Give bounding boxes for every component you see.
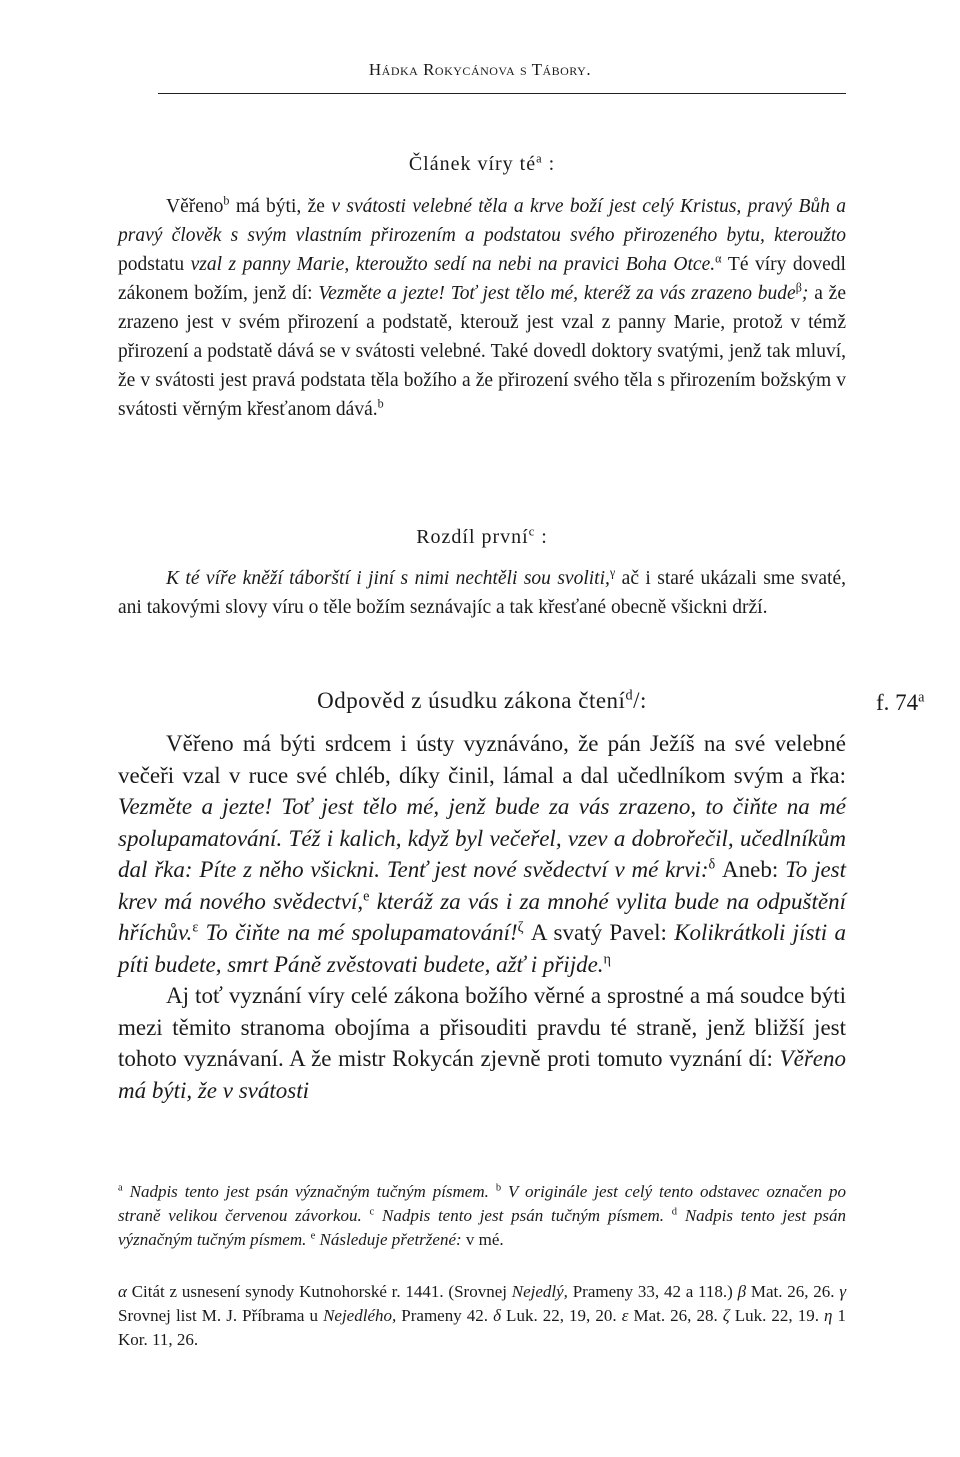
footnote-text: Luk. 22, 19, 20. [501,1306,617,1325]
footnote-mark: b [223,193,230,208]
footnote-mark: d [671,1206,678,1218]
footnote-mark: b [495,1182,502,1194]
footnotes-greek [118,1280,846,1352]
text: Té víry dovedl zákonem božím, jenž dí: [118,254,846,304]
footnote-mark: α [715,251,722,266]
footnote-mark: a [536,151,543,166]
text: má býti, že [229,196,332,217]
footnote-text: Nejedlý, [511,1282,568,1301]
text: Aneb: [715,857,786,882]
footnote-text: Citát z usnesení synody Kutnohorské r. 1441. (Srovnej [126,1282,512,1301]
footnote-text: Nadpis tento jest psán význačným tučným písmem. [122,1182,489,1201]
heading-text: Rozdíl první [416,526,529,548]
footnote-mark: η [824,1306,833,1325]
footnote-text: V originále jest celý tento odstavec označen po straně velikou červenou závorkou. [118,1182,846,1225]
text: Věřeno má býti srdcem i ústy vyznáváno, že pán Ježíš na své velebné večeři vzal v ruce své chléb, díky činil, lámal a dal učedlníkom svým a řka: [118,731,846,788]
footnote-text: Prameny 42. [396,1306,489,1325]
footnote-text: Následuje přetržené: [315,1230,462,1249]
italic-text: kteráž za vás i za mnohé vylita bude na odpuštění hříchův. [118,888,846,945]
footnote-mark: c [369,1206,375,1218]
footnote-mark: β [737,1282,747,1301]
folio-margin-note [876,690,925,716]
heading-text: Článek víry té [408,153,537,175]
heading-text: Odpověd z úsudku zákona čtení [317,688,626,713]
heading-colon: : [542,153,556,175]
footnote-mark: d [625,687,634,704]
paragraph-clanek [118,192,846,424]
section-heading-odpoved [118,688,846,714]
footnote-mark: δ [708,856,716,873]
italic-text: To jest krev má nového svědectví, [118,857,847,914]
italic-text: K té víře kněží táborští i jiní s nimi nechtěli sou svoliti, [166,568,610,589]
footnote-mark: δ [493,1306,501,1325]
footnote-text: Nadpis tento jest psán význačným tučným písmem. [118,1206,847,1249]
footnote-mark: e [363,887,370,904]
footnote-text: Nejedlého, [323,1306,397,1325]
section-heading-rozdil [118,526,846,549]
text: ač i staré ukázali sme svaté, ani takovými slovy víru o těle božím seznávajíc a tak křesťané obecně všickni drží. [118,568,846,618]
text: Aj toť vyznání víry celé zákona božího věrné a sprostné a má soudce býti mezi těmito stranoma obojíma a přisouditi pravdu té straně, jenž bližší jest tohoto vyznávaní. A že mistr Rokycán zjevně proti tomuto vyznání dí: [118,983,846,1071]
footnote-text: Mat. 26, 28. [628,1306,718,1325]
italic-text: Vezměte a jezte! Toť jest tělo mé, kteréž za vás zrazeno bude [318,283,796,304]
footnote-mark: β [795,280,802,295]
footnote-text: Prameny 33, 42 a 118.) [567,1282,733,1301]
section-heading-clanek [118,150,846,179]
footnote-mark: γ [839,1282,847,1301]
footnote-mark: ζ [722,1306,730,1325]
paragraph-rozdil [118,564,846,622]
footnote-mark: ε [192,919,199,936]
footnote-text: v mé. [461,1230,504,1249]
italic-text: vzal z panny Marie, kteroužto sedí na nebi na pravici Boha Otce. [190,254,716,275]
heading-colon: : [535,526,548,548]
running-head: Hádka Rokycánova s Tábory. [368,60,592,79]
footnote-mark: γ [609,565,616,580]
header-rule [158,93,846,94]
footnote-mark: ε [621,1306,629,1325]
heading-colon: /: [633,688,647,713]
footnote-mark: c [528,524,536,539]
text: A svatý Pavel: [523,920,675,945]
paragraph-odpoved-2 [118,980,846,1106]
footnote-mark: η [603,950,611,967]
footnote-mark: a [918,689,925,706]
footnotes-letters [118,1180,846,1252]
footnote-mark: a [118,1182,123,1194]
folio-text: f. 74 [876,690,919,715]
text: podstatu [118,254,191,275]
footnote-text: 1 Kor. 11, 26. [118,1306,847,1349]
footnote-text: Srovnej list M. J. Příbrama u [118,1306,324,1325]
italic-text: Kolikrátkoli jísti a píti budete, smrt Páně zvěstovati budete, ažť i přijde. [118,920,846,977]
footnote-text: Luk. 22, 19. [729,1306,819,1325]
italic-text: To čiňte na mé spolupamatování! [198,920,518,945]
footnote-text: Mat. 26, 26. [746,1282,835,1301]
italic-text: Vezměte a jezte! Toť jest tělo mé, jenž bude za vás zrazeno, to čiňte na mé spolupamatování. Též i kalich, když byl večeřel, vzev a dobrořečil, učedlníkům dal řka: Píte z něho všickni. Tenť jest nové svědectví v mé krvi: [118,794,846,882]
footnote-mark: ζ [517,919,524,936]
italic-text: v svátosti velebné těla a krve boží jest celý Kristus, pravý Bůh a pravý člověk s svým vlastním přirozením a podstatou svého přirozeného bytu, kteroužto [118,196,846,246]
footnote-mark: e [310,1230,316,1242]
footnote-text: Nadpis tento jest psán tučným písmem. [374,1206,665,1225]
footnote-mark: b [377,396,384,411]
italic-text: ; [801,283,809,304]
footnote-mark: α [118,1282,127,1301]
text: a že zrazeno jest v svém přirození a podstatě, kterouž jest vzal z panny Marie, protož v témž přirození a podstatě dává se v svátosti velebné. Také dovedl doktory svatými, jenž tak mluví, že v svátosti jest pravá podstata těla božího a že přirození svého těla s přirozením božským v svátosti věrným křesťanom dává. [118,283,846,420]
italic-text: Věřeno má býti, že v svátosti [118,1046,846,1103]
text: Věřeno [166,196,224,217]
paragraph-odpoved-1 [118,728,846,1106]
